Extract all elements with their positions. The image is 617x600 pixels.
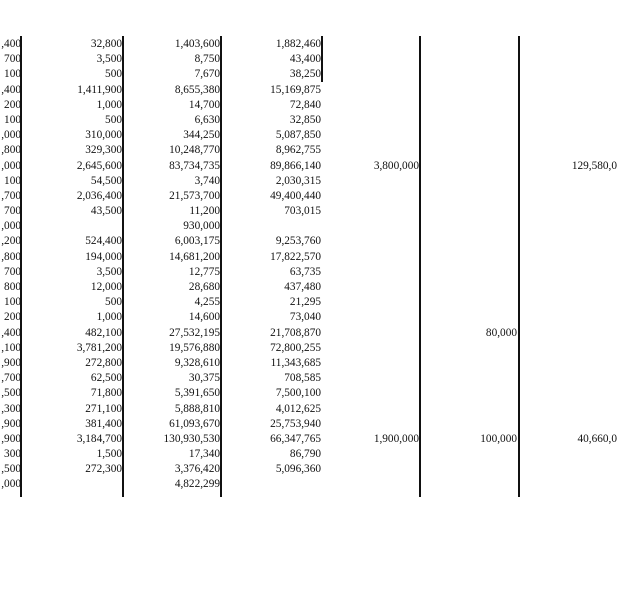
table-cell: ,900 <box>1 356 21 369</box>
table-cell: 329,300 <box>85 144 122 157</box>
table-cell: 4,822,299 <box>174 478 220 491</box>
table-cell: 11,200 <box>189 205 220 218</box>
table-cell: ,000 <box>1 159 21 172</box>
table-cell: 8,962,755 <box>275 144 321 157</box>
table-row <box>0 386 600 401</box>
table-cell: 2,036,400 <box>76 189 122 202</box>
table-cell: 43,500 <box>90 205 122 218</box>
table-row <box>0 98 600 113</box>
table-cell: 1,403,600 <box>174 38 220 50</box>
table-row <box>0 462 600 477</box>
table-cell: 8,655,380 <box>174 83 220 96</box>
table-cell: 3,500 <box>96 53 122 66</box>
table-cell: 83,734,735 <box>169 159 220 172</box>
table-cell: 271,100 <box>85 402 122 415</box>
table-cell: 2,030,315 <box>275 174 321 187</box>
table-cell: 100 <box>4 174 21 187</box>
table-row <box>0 83 600 98</box>
table-cell: 129,580,0 <box>571 159 617 172</box>
table-cell: 14,700 <box>188 98 220 111</box>
table-cell: 62,500 <box>90 372 122 385</box>
table-cell: 8,750 <box>194 53 220 66</box>
table-row <box>0 432 617 447</box>
table-cell: 700 <box>4 53 21 66</box>
table-row <box>0 265 600 280</box>
table-cell: 27,532,195 <box>169 326 220 339</box>
table-cell: 5,391,650 <box>174 387 220 400</box>
table-cell: ,400 <box>1 83 21 96</box>
table-cell: 381,400 <box>85 417 122 430</box>
table-row <box>0 356 600 371</box>
table-cell: 300 <box>4 448 21 461</box>
table-cell: 1,900,000 <box>373 432 419 445</box>
table-cell: 482,100 <box>85 326 122 339</box>
table-cell: 272,300 <box>85 463 122 476</box>
table-cell: 7,670 <box>194 68 220 81</box>
table-cell: 708,585 <box>284 372 321 385</box>
table-cell: 3,376,420 <box>174 463 220 476</box>
table-cell: 40,660,0 <box>577 432 617 445</box>
table-cell: ,500 <box>1 387 21 400</box>
table-row <box>0 52 600 67</box>
table-cell: 200 <box>4 311 21 324</box>
table-row <box>0 128 600 143</box>
table-row <box>0 219 600 234</box>
table-cell: 9,253,760 <box>275 235 321 248</box>
table-cell: 700 <box>4 205 21 218</box>
table-cell: 14,681,200 <box>169 250 220 263</box>
table-row <box>0 143 600 158</box>
table-cell: 32,800 <box>90 38 122 50</box>
table-cell: 54,500 <box>90 174 122 187</box>
table-row <box>0 477 600 492</box>
table-row <box>0 402 600 417</box>
table-cell: 130,930,530 <box>163 432 220 445</box>
table-row <box>0 174 600 189</box>
table-cell: 500 <box>105 296 122 309</box>
table-row <box>0 159 617 174</box>
table-cell: 12,000 <box>90 281 122 293</box>
table-cell: 500 <box>105 68 122 81</box>
table-cell: 49,400,440 <box>270 189 321 202</box>
table-cell: 32,850 <box>289 113 321 126</box>
table-cell: 61,093,670 <box>169 417 220 430</box>
table-cell: 194,000 <box>85 250 122 263</box>
table-cell: 43,400 <box>289 53 321 66</box>
table-cell: ,800 <box>1 250 21 263</box>
table-cell: ,500 <box>1 463 21 476</box>
table-cell: 100 <box>4 68 21 81</box>
table-cell: 30,375 <box>188 372 220 385</box>
table-cell: ,000 <box>1 129 21 142</box>
table-cell: 1,000 <box>96 311 122 324</box>
table-cell: 73,040 <box>289 311 321 324</box>
table-row <box>0 67 600 82</box>
table-cell: 100 <box>4 296 21 309</box>
table-cell: ,000 <box>1 220 21 233</box>
table-cell: 5,096,360 <box>275 463 321 476</box>
table-cell: 2,645,600 <box>76 159 122 172</box>
table-cell: 3,781,200 <box>76 341 122 354</box>
table-cell: 200 <box>4 98 21 111</box>
table-row <box>0 371 600 386</box>
table-cell: ,200 <box>1 235 21 248</box>
table-row <box>0 295 600 310</box>
table-cell: 21,295 <box>289 296 321 309</box>
table-cell: 6,003,175 <box>174 235 220 248</box>
table-cell: 3,500 <box>96 265 122 278</box>
table-cell: 437,480 <box>284 281 321 293</box>
table-cell: 9,328,610 <box>174 356 220 369</box>
table-cell: 3,800,000 <box>373 159 419 172</box>
table-cell: ,100 <box>1 341 21 354</box>
table-cell: 14,600 <box>188 311 220 324</box>
table-cell: 7,500,100 <box>275 387 321 400</box>
table-cell: 100,000 <box>480 432 517 445</box>
table-row <box>0 113 600 128</box>
table-cell: ,300 <box>1 402 21 415</box>
table-cell: 86,790 <box>289 448 321 461</box>
table-cell: 310,000 <box>85 129 122 142</box>
table-cell: 3,740 <box>194 174 220 187</box>
table-cell: 930,000 <box>183 220 220 233</box>
table-body <box>0 37 617 493</box>
table-row <box>0 204 600 219</box>
table-cell: 19,576,880 <box>169 341 220 354</box>
table-row <box>0 310 600 325</box>
table-cell: ,700 <box>1 372 21 385</box>
table-cell: 21,708,870 <box>270 326 321 339</box>
table-row <box>0 250 600 265</box>
table-cell: 4,012,625 <box>275 402 321 415</box>
table-row <box>0 326 600 341</box>
table-cell: 524,400 <box>85 235 122 248</box>
table-cell: 1,500 <box>96 448 122 461</box>
table-cell: 15,169,875 <box>270 83 321 96</box>
table-cell: ,400 <box>1 38 21 50</box>
table-cell: 100 <box>4 113 21 126</box>
table-cell: 500 <box>105 113 122 126</box>
table-cell: 5,888,810 <box>174 402 220 415</box>
table-cell: 3,184,700 <box>76 432 122 445</box>
table-cell: 1,411,900 <box>77 83 122 96</box>
table-cell: ,800 <box>1 144 21 157</box>
table-cell: 17,822,570 <box>270 250 321 263</box>
table-cell: ,400 <box>1 326 21 339</box>
table-cell: 80,000 <box>485 326 517 339</box>
table-cell: 700 <box>4 265 21 278</box>
table-cell: 5,087,850 <box>275 129 321 142</box>
table-cell: 1,882,460 <box>275 38 321 50</box>
table-row <box>0 417 600 432</box>
table-cell: 10,248,770 <box>169 144 220 157</box>
table-cell: 89,866,140 <box>270 159 321 172</box>
table-cell: 703,015 <box>284 205 321 218</box>
table-row <box>0 37 600 52</box>
table-cell: ,000 <box>1 478 21 491</box>
table-cell: ,700 <box>1 189 21 202</box>
table-cell: ,900 <box>1 417 21 430</box>
table-cell: 272,800 <box>85 356 122 369</box>
table-cell: 11,343,685 <box>270 356 321 369</box>
table-cell: 72,840 <box>289 98 321 111</box>
table-row <box>0 447 600 462</box>
table-row <box>0 189 600 204</box>
table-row <box>0 280 600 295</box>
table-cell: 28,680 <box>188 281 220 293</box>
table-row <box>0 341 600 356</box>
table-cell: 800 <box>4 281 21 293</box>
table-cell: 72,800,255 <box>270 341 321 354</box>
table-cell: 25,753,940 <box>270 417 321 430</box>
table-cell: 6,630 <box>194 113 220 126</box>
table-row <box>0 234 600 249</box>
table-cell: 12,775 <box>188 265 220 278</box>
table-cell: 63,735 <box>289 265 321 278</box>
table-cell: 38,250 <box>289 68 321 81</box>
table-cell: ,900 <box>1 432 21 445</box>
table-cell: 344,250 <box>183 129 220 142</box>
table-cell: 17,340 <box>188 448 220 461</box>
table-cell: 66,347,765 <box>270 432 321 445</box>
table-cell: 71,800 <box>90 387 122 400</box>
table-cell: 4,255 <box>194 296 220 309</box>
table-cell: 21,573,700 <box>169 189 220 202</box>
table-cell: 1,000 <box>96 98 122 111</box>
